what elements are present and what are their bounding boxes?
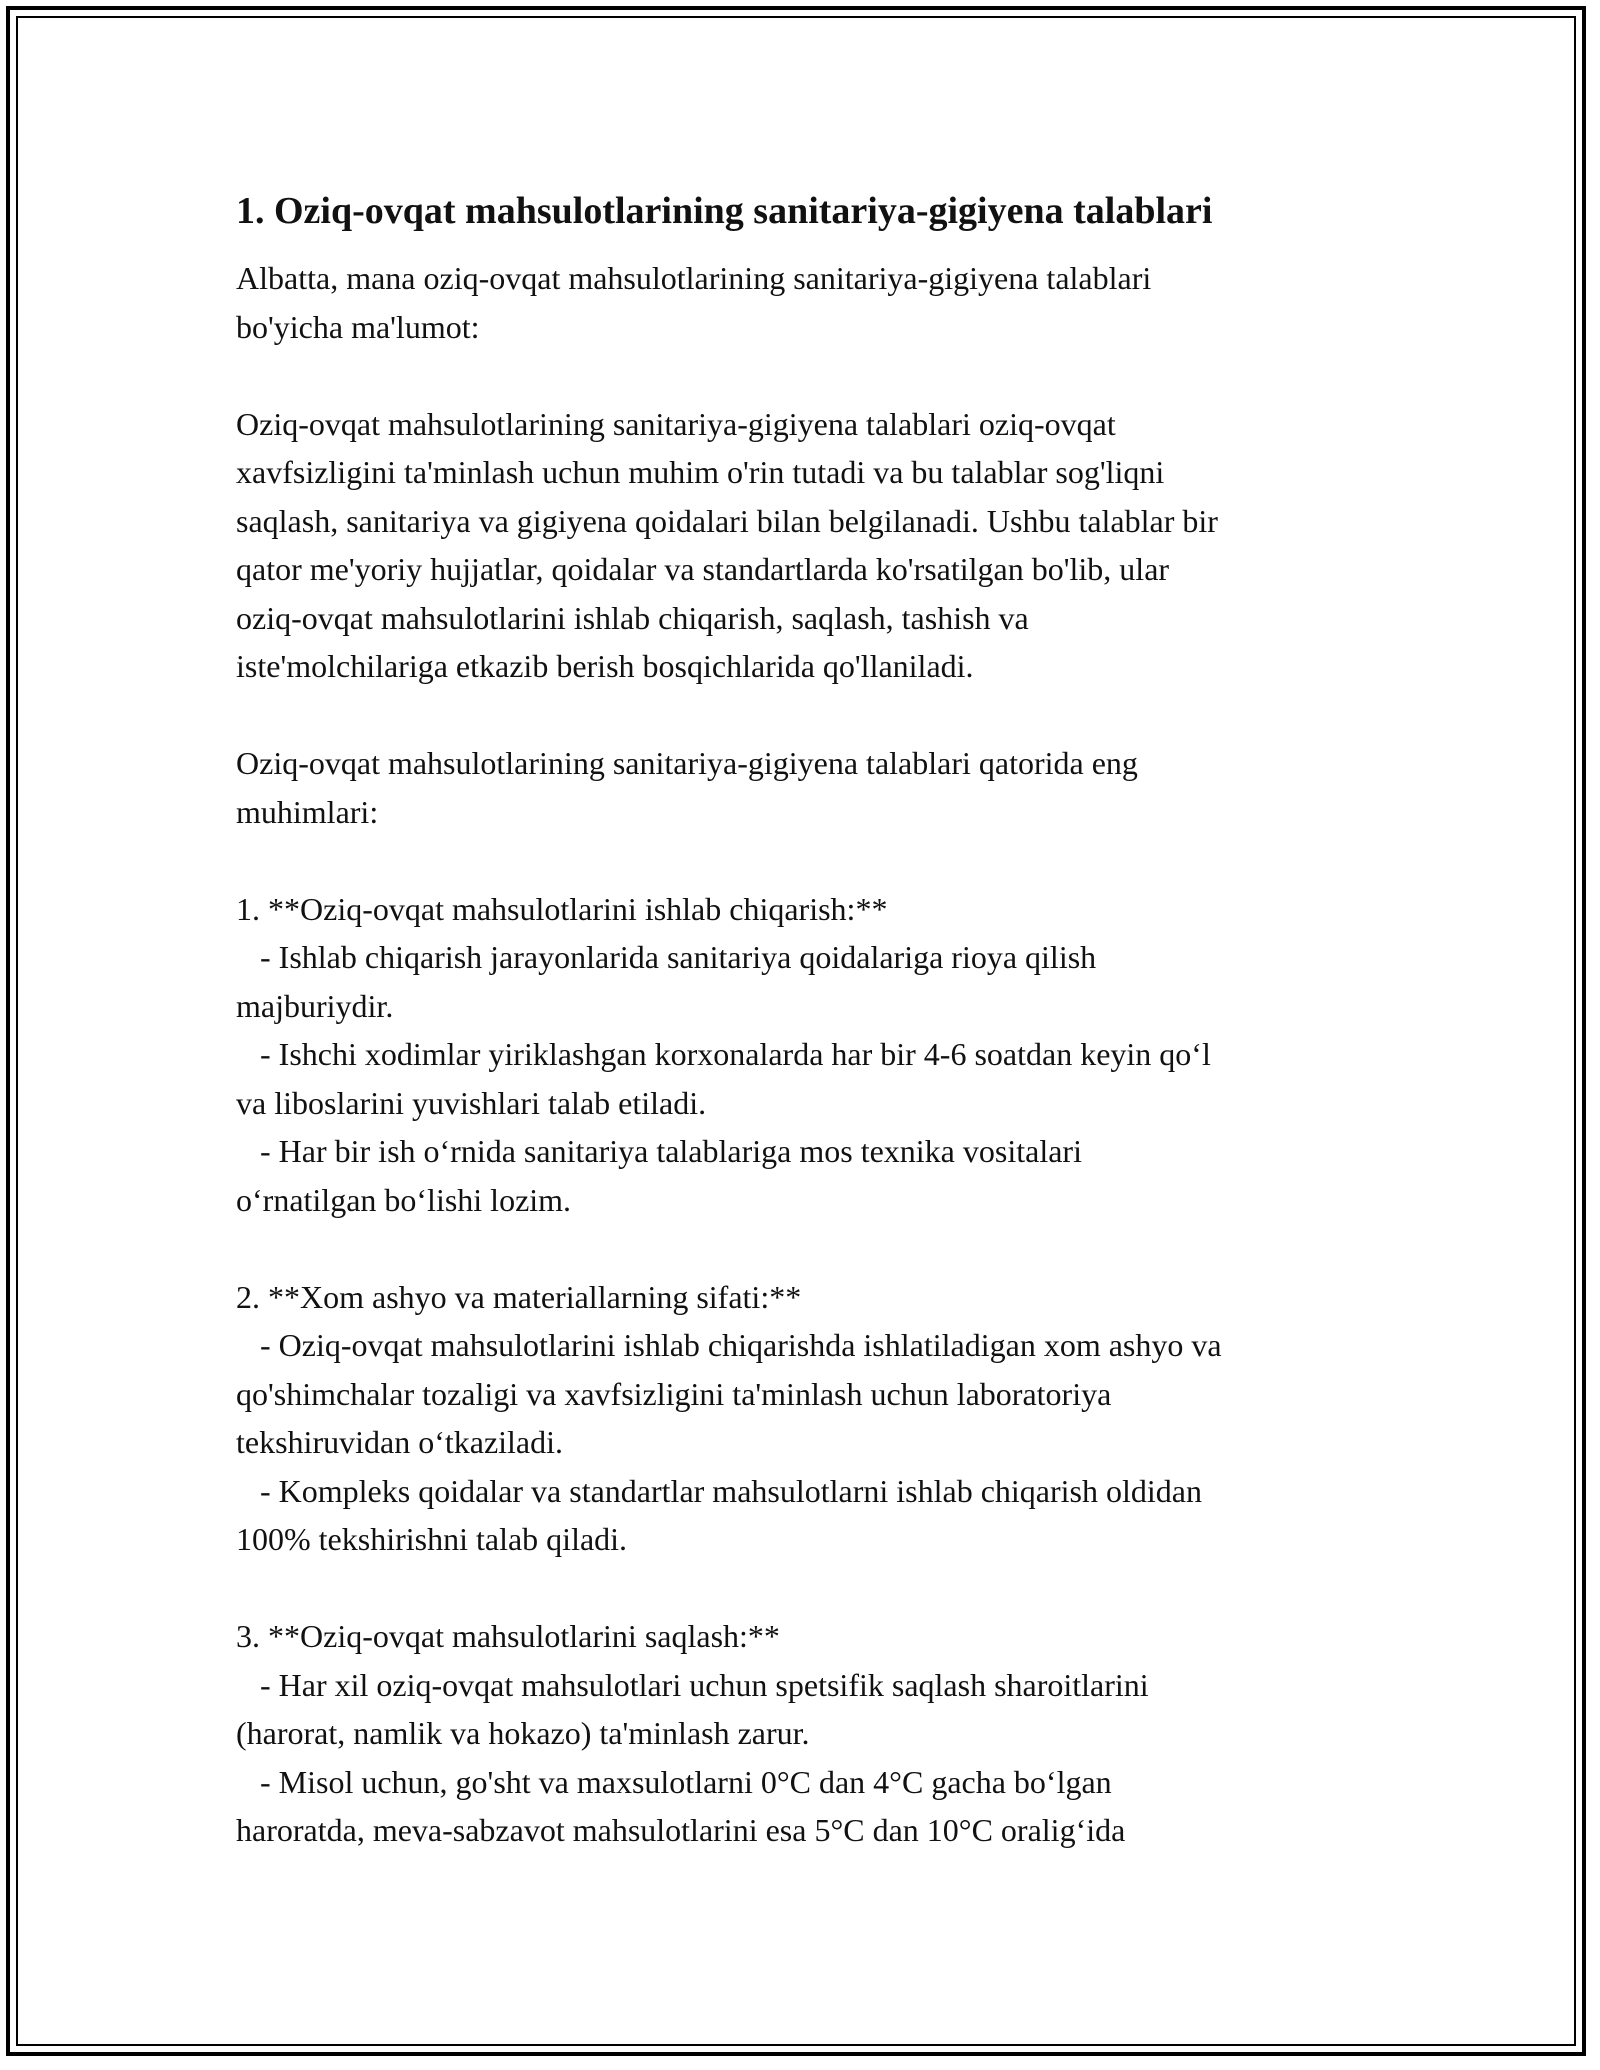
paragraph-gap bbox=[236, 691, 1386, 740]
section-heading: 1. **Oziq-ovqat mahsulotlarini ishlab chiqarish:** bbox=[236, 890, 888, 927]
paragraph-gap bbox=[236, 351, 1386, 400]
section-heading: 2. **Xom ashyo va materiallarning sifati:** bbox=[236, 1278, 802, 1315]
section-storage bbox=[236, 1612, 1386, 1855]
text-line: - Oziq-ovqat mahsulotlarini ishlab chiqarishda ishlatiladigan xom ashyo va bbox=[236, 1327, 1222, 1363]
document-body bbox=[236, 186, 1386, 1855]
text-line: - Ishchi xodimlar yiriklashgan korxonalarda har bir 4-6 soatdan keyin qo‘l bbox=[236, 1036, 1211, 1072]
text-line: qo'shimchalar tozaligi va xavfsizligini ta'minlash uchun laboratoriya bbox=[236, 1375, 1112, 1412]
text-line: Albatta, mana oziq-ovqat mahsulotlarining sanitariya-gigiyena talablari bbox=[236, 260, 1152, 296]
text-line: iste'molchilariga etkazib berish bosqichlarida qo'llaniladi. bbox=[236, 648, 974, 684]
text-line: - Har bir ish o‘rnida sanitariya talablariga mos texnika vositalari bbox=[236, 1133, 1082, 1169]
text-line: xavfsizligini ta'minlash uchun muhim o'rin tutadi va bu talablar sog'liqni bbox=[236, 454, 1165, 490]
paragraph-gap bbox=[236, 1224, 1386, 1273]
paragraph-gap bbox=[236, 1564, 1386, 1613]
section-raw-materials bbox=[236, 1273, 1386, 1564]
text-line: - Misol uchun, go'sht va maxsulotlarni 0°C dan 4°C gacha bo‘lgan bbox=[236, 1763, 1112, 1800]
text-line: saqlash, sanitariya va gigiyena qoidalari bilan belgilanadi. Ushbu talablar bir bbox=[236, 502, 1218, 539]
list-intro-paragraph bbox=[236, 739, 1386, 836]
text-line: bo'yicha ma'lumot: bbox=[236, 308, 480, 345]
section-production bbox=[236, 885, 1386, 1225]
intro-paragraph bbox=[236, 254, 1386, 351]
text-line: tekshiruvidan o‘tkaziladi. bbox=[236, 1424, 564, 1460]
text-line: muhimlari: bbox=[236, 793, 379, 830]
text-line: oziq-ovqat mahsulotlarini ishlab chiqarish, saqlash, tashish va bbox=[236, 599, 1029, 636]
text-line: haroratda, meva-sabzavot mahsulotlarini esa 5°C dan 10°C oralig‘ida bbox=[236, 1812, 1126, 1848]
text-line: (harorat, namlik va hokazo) ta'minlash zarur. bbox=[236, 1715, 810, 1751]
section-heading: 3. **Oziq-ovqat mahsulotlarini saqlash:** bbox=[236, 1618, 780, 1654]
overview-paragraph bbox=[236, 400, 1386, 691]
text-line: - Ishlab chiqarish jarayonlarida sanitariya qoidalariga rioya qilish bbox=[236, 939, 1097, 975]
text-line: va liboslarini yuvishlari talab etiladi. bbox=[236, 1084, 707, 1121]
text-line: qator me'yoriy hujjatlar, qoidalar va standartlarda ko'rsatilgan bo'lib, ular bbox=[236, 551, 1170, 587]
text-line: o‘rnatilgan bo‘lishi lozim. bbox=[236, 1181, 572, 1218]
paragraph-gap bbox=[236, 836, 1386, 885]
text-line: - Har xil oziq-ovqat mahsulotlari uchun spetsifik saqlash sharoitlarini bbox=[236, 1666, 1149, 1703]
text-line: Oziq-ovqat mahsulotlarining sanitariya-gigiyena talablari oziq-ovqat bbox=[236, 405, 1116, 442]
document-title: 1. Oziq-ovqat mahsulotlarining sanitariya-gigiyena talablari bbox=[236, 190, 1213, 232]
text-line: 100% tekshirishni talab qiladi. bbox=[236, 1521, 628, 1557]
text-line: - Kompleks qoidalar va standartlar mahsulotlarni ishlab chiqarish oldidan bbox=[236, 1472, 1202, 1509]
text-line: Oziq-ovqat mahsulotlarining sanitariya-gigiyena talablari qatorida eng bbox=[236, 745, 1138, 781]
text-line: majburiydir. bbox=[236, 987, 394, 1024]
